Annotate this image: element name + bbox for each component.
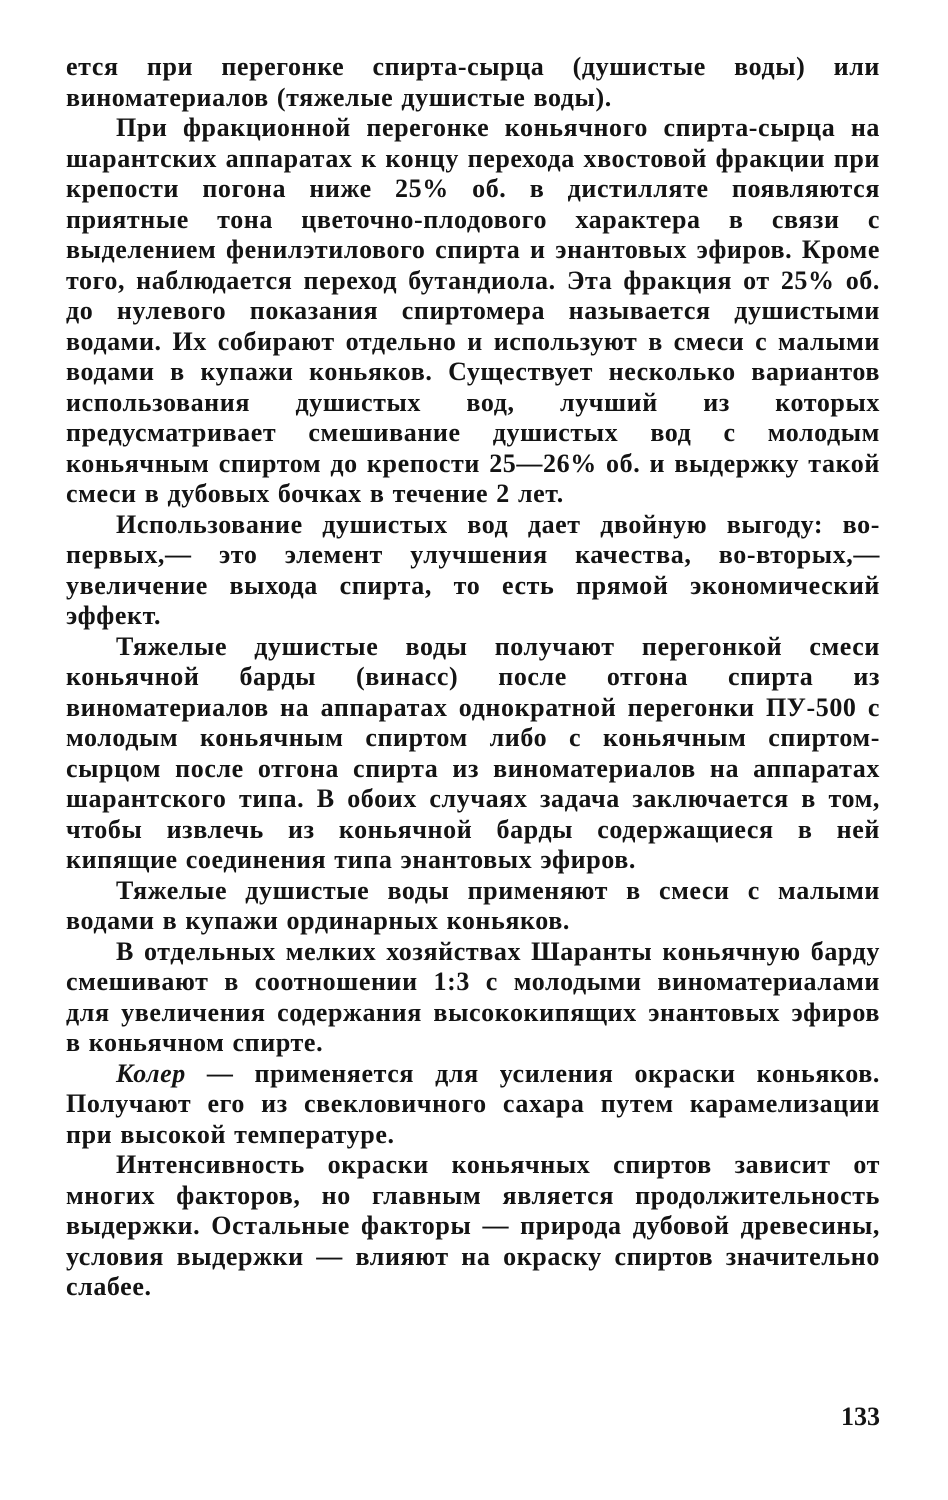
paragraph-5: Тяжелые душистые воды применяют в смеси с малыми водами в купажи ординарных коньяков.	[66, 875, 880, 935]
paragraph-1: ется при перегонке спирта-сырца (душистые воды) или виноматериалов (тяжелые душистые воды).	[66, 52, 880, 112]
paragraph-2: При фракционной перегонке коньячного спирта-сырца на шарантских аппаратах к концу перехода хвостовой фракции при крепости погона ниже 25% об. в дистилляте появляются приятные тона цветочно-плодового характера в связи с выделением фенилэтилового спирта и энантовых эфиров. Кроме того, наблюдается переход бутандиола. Эта фракция от 25% об. до нулевого показания спиртомера называется душистыми водами. Их собирают отдельно и используют в смеси с малыми водами в купажи коньяков. Существует несколько вариантов использования душистых вод, лучший из которых предусматривает смешивание душистых вод с молодым коньячным спиртом до крепости 25—26% об. и выдержку такой смеси в дубовых бочках в течение 2 лет.	[66, 113, 880, 508]
koler-text: — применяется для усиления окраски коньяков. Получают его из свекловичного сахара путем карамелизации при высокой температуре.	[66, 1058, 880, 1149]
koler-term: Колер	[116, 1058, 186, 1088]
page-number: 133	[841, 1402, 880, 1431]
paragraph-6: В отдельных мелких хозяйствах Шаранты коньячную барду смешивают в соотношении 1:3 с молодыми виноматериалами для увеличения содержания высококипящих энантовых эфиров в коньячном спирте.	[66, 936, 880, 1057]
paragraph-koler	[66, 1059, 880, 1151]
page-text	[66, 52, 880, 1303]
paragraph-3: Использование душистых вод дает двойную выгоду: во-первых,— это элемент улучшения качества, во-вторых,— увеличение выхода спирта, то есть прямой экономический эффект.	[66, 509, 880, 630]
paragraph-4: Тяжелые душистые воды получают перегонкой смеси коньячной барды (винасс) после отгона спирта из виноматериалов на аппаратах однократной перегонки ПУ-500 с молодым коньячным спиртом либо с коньячным спиртом-сырцом после отгона спирта из виноматериалов на аппаратах шарантского типа. В обоих случаях задача заключается в том, чтобы извлечь из коньячной барды содержащиеся в ней кипящие соединения типа энантовых эфиров.	[66, 631, 880, 874]
paragraph-last: Интенсивность окраски коньячных спиртов зависит от многих факторов, но главным является продолжительность выдержки. Остальные факторы — природа дубовой древесины, условия выдержки — влияют на окраску спиртов значительно слабее.	[66, 1150, 880, 1301]
